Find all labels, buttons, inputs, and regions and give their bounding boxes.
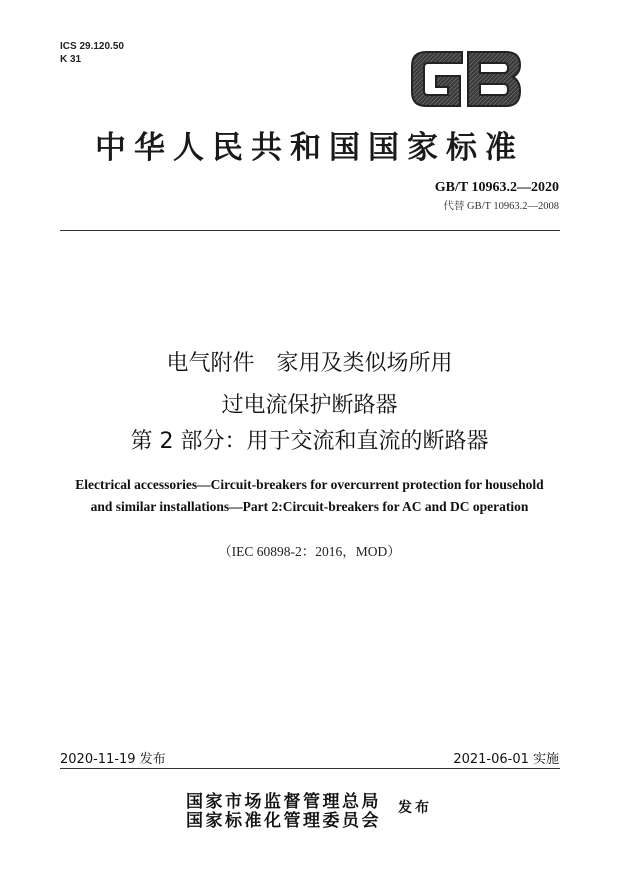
- ccs-code: K 31: [60, 54, 82, 65]
- classification-codes: [60, 40, 124, 66]
- issue-date: 2020-11-19 发布: [60, 752, 166, 767]
- title-cn-line1: 电气附件 家用及类似场所用: [166, 351, 453, 376]
- gb-logo: [408, 46, 524, 112]
- issuer-sac: 国家标准化管理委员会: [186, 811, 381, 831]
- title-cn-line3: 第 2 部分：用于交流和直流的断路器: [130, 429, 489, 454]
- iec-reference: （IEC 60898-2：2016，MOD）: [218, 544, 401, 559]
- gb-logo-icon: [408, 46, 524, 112]
- top-divider: [60, 230, 560, 231]
- ics-code: ICS 29.120.50: [60, 41, 124, 52]
- replaces-standard: 代替 GB/T 10963.2—2008: [443, 201, 559, 212]
- effective-date: 2021-06-01 实施: [453, 752, 559, 767]
- issuer-samr: 国家市场监督管理总局: [186, 792, 381, 812]
- title-cn-line2: 过电流保护断路器: [221, 393, 398, 418]
- standard-number: GB/T 10963.2—2020: [434, 180, 559, 195]
- bottom-divider: [60, 768, 560, 769]
- national-standard-title: 中华人民共和国国家标准: [95, 130, 524, 166]
- title-en-line1: Electrical accessories—Circuit-breakers for overcurrent protection for household: [75, 477, 544, 492]
- publish-label: 发布: [398, 800, 432, 816]
- title-en-line2: and similar installations—Part 2:Circuit-breakers for AC and DC operation: [90, 499, 529, 514]
